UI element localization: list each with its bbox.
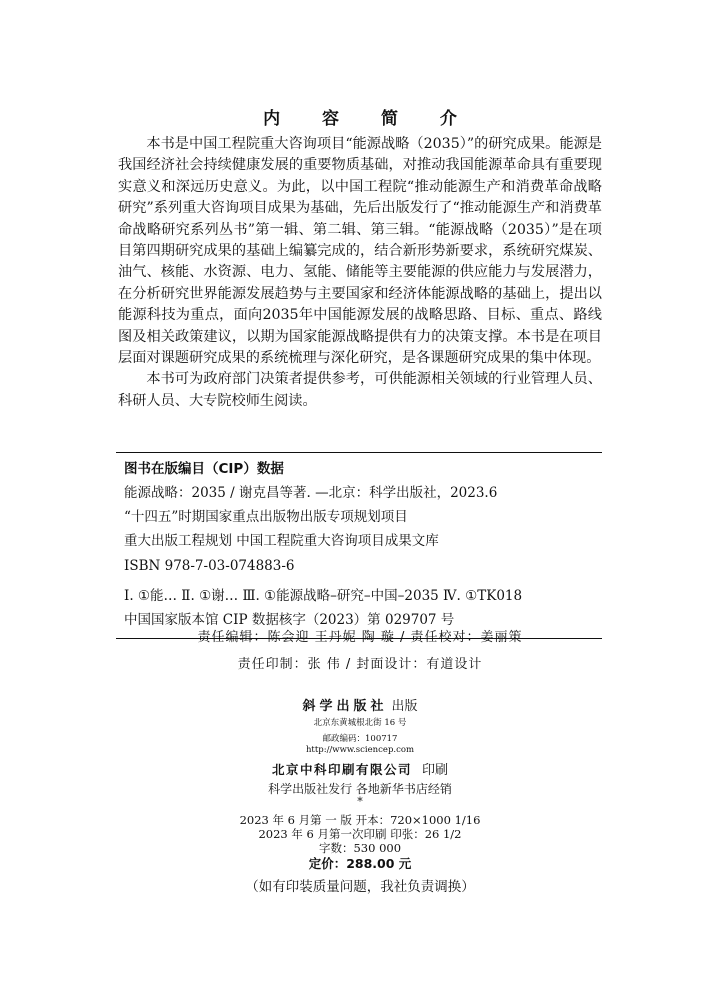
cip-line: 重大出版工程规划 中国工程院重大咨询项目成果文库 [124,533,439,550]
cip-line: ISBN 978-7-03-074883-6 [124,557,295,574]
distribution: 科学出版社发行 各地新华书店经销 [268,781,452,796]
edition-line-2: 2023 年 6 月第一次印刷 印张：26 1/2 [258,826,462,841]
cip-line: 能源战略：2035 / 谢克昌等著. —北京：科学出版社，2023.6 [124,485,498,501]
printer-name: 北京中科印刷有限公司 [271,761,412,777]
printer-row [0,759,720,778]
publisher-suffix: 出版 [391,699,418,714]
cip-verification: 中国国家版本馆 CIP 数据核字（2023）第 029707 号 [124,612,455,629]
editorial-credits [0,624,720,678]
separator-star: * [357,794,363,808]
publisher-row [0,695,720,714]
introduction [118,134,602,412]
page-title: 内 容 简 介 [263,109,475,129]
price: 定价：288.00 元 [308,855,412,871]
intro-paragraph-2: 本书可为政府部门决策者提供参考，可供能源相关领域的行业管理人员、科研人员、大专院校师生阅读。 [118,371,602,409]
publisher-name: 斜学出版社 [302,699,388,714]
quality-notice: （如有印装质量问题，我社负责调换） [245,878,475,895]
editors-line-2: 责任印制：张 伟 / 封面设计：有道设计 [237,657,483,672]
edition-line-1: 2023 年 6 月第 一 版 开本：720×1000 1/16 [239,812,481,827]
editors-line-1: 责任编辑：陈会迎 王丹妮 陶 璇 / 责任校对：姜丽策 [197,630,523,645]
cip-classification: Ⅰ. ①能… Ⅱ. ①谢… Ⅲ. ①能源战略–研究–中国–2035 Ⅳ. ①TK018 [124,587,523,604]
word-count: 字数：530 000 [318,840,402,855]
publication-info [0,695,720,896]
publisher-postcode: 邮政编码：100717 [322,733,398,744]
cip-line: “十四五”时期国家重点出版物出版专项规划项目 [124,509,408,526]
publisher-address: 北京东黄城根北街 16 号 [313,718,407,728]
cip-title: 图书在版编目（CIP）数据 [124,461,284,477]
publisher-url: http://www.sciencep.com [305,745,415,755]
intro-paragraph-1: 本书是中国工程院重大咨询项目“能源战略（2035）”的研究成果。能源是我国经济社会持续健康发展的重要物质基础，对推动我国能源革命具有重要现实意义和深远历史意义。为此，以中国工程院“推动能源生产和消费革命战略研究”系列重大咨询项目成果为基础，先后出版发行了“推动能源生产和消费革命战略研究系列丛书”第一辑、第二辑、第三辑。“能源战略（2035）”是在项目第四期研究成果的基础上编纂完成的，结合新形势新要求，系统研究煤炭、油气、核能、水资源、电力、氢能、储能等主要能源的供应能力与发展潜力，在分析研究世界能源发展趋势与主要国家和经济体能源战略的基础上，提出以能源科技为重点，面向2035年中国能源发展的战略思路、目标、重点、路线图及相关政策建议，以期为国家能源战略提供有力的决策支撑。本书是在项目层面对课题研究成果的系统梳理与深化研究，是各课题研究成果的集中体现。 [118,136,602,367]
printer-suffix: 印刷 [422,762,449,778]
cip-data-block [116,452,602,639]
